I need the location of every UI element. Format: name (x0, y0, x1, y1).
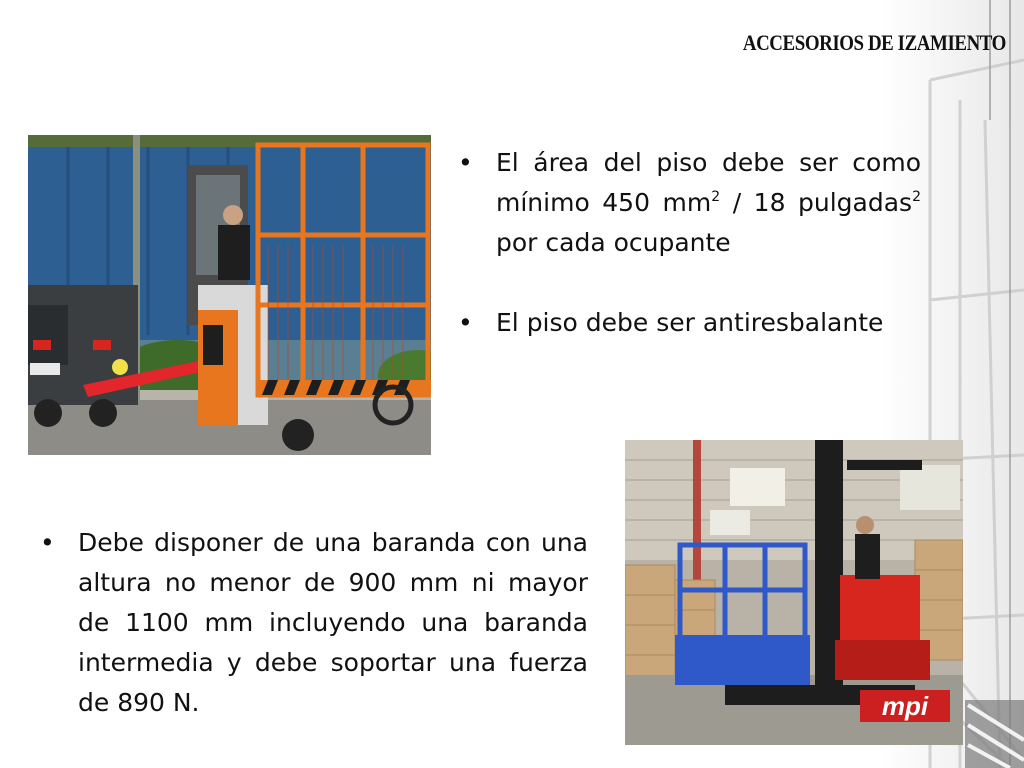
bullet-floor-area-text-end: por cada ocupante (496, 228, 731, 257)
bullet-floor-area-text: El área del piso debe ser como mínimo 450 mm (496, 148, 921, 217)
bullet-marker: • (458, 148, 473, 177)
bullet-non-slip-floor-text: El piso debe ser antiresbalante (496, 308, 884, 337)
svg-text:mpi: mpi (881, 691, 929, 721)
bullet-marker: • (40, 528, 55, 557)
bullet-floor-area-text-middle: / 18 pulgadas (720, 188, 913, 217)
mpi-logo (860, 690, 950, 722)
superscript-squared: 2 (912, 189, 922, 205)
forklift-work-platform-photo (28, 135, 431, 455)
forklift-work-platform-image (28, 135, 431, 455)
reach-truck-platform-photo (625, 440, 963, 745)
reach-truck-platform-image (625, 440, 963, 745)
bullet-floor-area (458, 143, 922, 263)
bullet-marker: • (458, 308, 473, 337)
superscript-squared: 2 (711, 189, 721, 205)
slide-title: ACCESORIOS DE IZAMIENTO (742, 30, 1006, 55)
bullet-guardrail (40, 523, 588, 723)
bullet-non-slip-floor (458, 303, 921, 343)
bullet-guardrail-text: Debe disponer de una baranda con una altura no menor de 900 mm ni mayor de 1100 mm incluyendo una baranda intermedia y debe soportar una fuerza de 890 N. (78, 528, 588, 717)
